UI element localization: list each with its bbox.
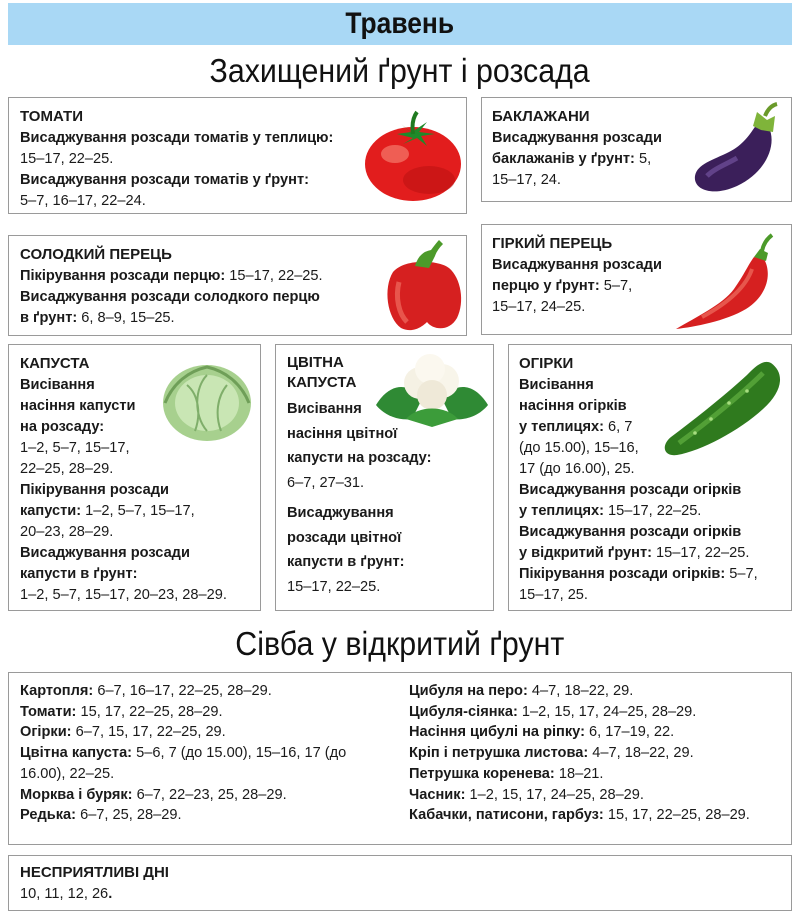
card-unfavorable-days: НЕСПРИЯТЛИВІ ДНІ 10, 11, 12, 26. bbox=[8, 855, 792, 911]
entry: Висаджування розсади томатів у теплицю: 15–17, 22–25. bbox=[20, 130, 334, 167]
list-item: Цвітна капуста: 5–6, 7 (до 15.00), 15–16, 17 (до 16.00), 22–25. bbox=[20, 745, 347, 782]
list-item: Картопля: 6–7, 16–17, 22–25, 28–29. bbox=[20, 683, 272, 699]
open-ground-right-column bbox=[409, 681, 789, 826]
eggplant-icon bbox=[687, 102, 787, 200]
section-title-open-ground: Сівба у відкритий ґрунт bbox=[235, 625, 565, 662]
card-eggplant: БАКЛАЖАНИ Висаджування розсади баклажанів у ґрунт: 5, 15–17, 24. bbox=[481, 97, 792, 202]
card-sweet-pepper: СОЛОДКИЙ ПЕРЕЦЬ Пікірування розсади перцю: 15–17, 22–25. Висаджування розсади солодкого перцю в ґрунт: 6, 8–9, 15–25. bbox=[8, 235, 467, 336]
section-title-protected: Захищений ґрунт і розсада bbox=[209, 52, 591, 89]
card-heading: ГІРКИЙ ПЕРЕЦЬ bbox=[492, 235, 613, 252]
card-cauliflower: ЦВІТНА КАПУСТА Висівання насіння цвітної капусти на розсаду: 6–7, 27–31. Висаджування розсади цвітної капусти в ґрунт: 15–17, 22–25. bbox=[275, 344, 494, 611]
tomato-icon bbox=[361, 108, 465, 203]
unfavorable-days-list: 10, 11, 12, 26 bbox=[20, 886, 109, 902]
open-ground-list bbox=[8, 672, 792, 845]
list-item: Кріп і петрушка листова: 4–7, 18–22, 29. bbox=[409, 745, 694, 762]
list-item: Морква і буряк: 6–7, 22–23, 25, 28–29. bbox=[20, 786, 287, 803]
card-heading: ОГІРКИ bbox=[519, 355, 574, 372]
list-item: Томати: 15, 17, 22–25, 28–29. bbox=[20, 703, 223, 720]
cabbage-icon bbox=[159, 359, 255, 443]
card-heading: КАПУСТА bbox=[20, 355, 90, 372]
card-cabbage: КАПУСТА Висівання насіння капусти на розсаду: 1–2, 5–7, 15–17, 22–25, 28–29. Пікірування розсади капусти: 1–2, 5–7, 15–17, 20–23, 28–29. Висаджування розсади капусти в ґрунт: 1–2, 5–7, 15–17, 20–23, 28–29. bbox=[8, 344, 261, 611]
month-banner bbox=[8, 3, 792, 45]
card-heading: ЦВІТНА КАПУСТА bbox=[287, 354, 357, 391]
cucumber-icon bbox=[659, 357, 789, 461]
card-cucumbers: ОГІРКИ Висівання насіння огірків у теплицях: 6, 7 (до 15.00), 15–16, 17 (до 16.00), 25. Висаджування розсади огірків у теплицях: 15–17, 22–25. Висаджування розсади огірків у відкритий ґрунт: 15–17, 22–25. Пікірування розсади огірків: 5–7, 15–17, 25. bbox=[508, 344, 792, 611]
entry: Висаджування розсади томатів у ґрунт: 5–7, 16–17, 22–24. bbox=[20, 172, 309, 209]
open-ground-left-column bbox=[20, 681, 390, 826]
list-item: Редька: 6–7, 25, 28–29. bbox=[20, 807, 182, 824]
card-heading: НЕСПРИЯТЛИВІ ДНІ bbox=[20, 864, 169, 881]
month-title: Травень bbox=[345, 7, 455, 40]
sweet-pepper-icon bbox=[379, 238, 465, 334]
list-item: Цибуля на перо: 4–7, 18–22, 29. bbox=[409, 683, 634, 699]
list-item: Огірки: 6–7, 15, 17, 22–25, 29. bbox=[20, 724, 226, 741]
list-item: Насіння цибулі на ріпку: 6, 17–19, 22. bbox=[409, 724, 675, 741]
list-item: Петрушка коренева: 18–21. bbox=[409, 765, 604, 782]
hot-pepper-icon bbox=[672, 233, 787, 331]
card-heading: БАКЛАЖАНИ bbox=[492, 108, 590, 125]
list-item: Часник: 1–2, 15, 17, 24–25, 28–29. bbox=[409, 786, 644, 803]
cauliflower-icon bbox=[372, 349, 492, 429]
card-hot-pepper: ГІРКИЙ ПЕРЕЦЬ Висаджування розсади перцю у ґрунт: 5–7, 15–17, 24–25. bbox=[481, 224, 792, 335]
card-tomatoes bbox=[8, 97, 467, 214]
list-item: Кабачки, патисони, гарбуз: 15, 17, 22–25, 28–29. bbox=[409, 807, 750, 824]
card-heading: СОЛОДКИЙ ПЕРЕЦЬ bbox=[20, 246, 172, 263]
card-heading: ТОМАТИ bbox=[20, 108, 83, 125]
list-item: Цибуля-сіянка: 1–2, 15, 17, 24–25, 28–29. bbox=[409, 703, 697, 720]
